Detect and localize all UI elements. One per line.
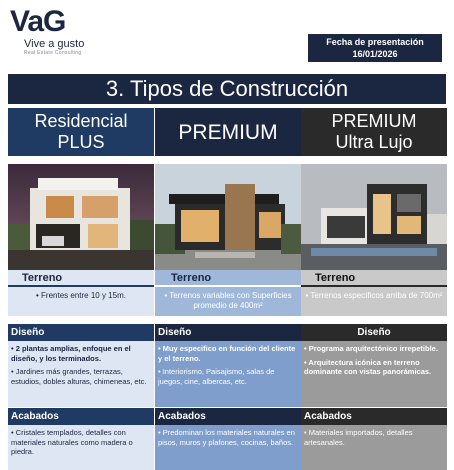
- terreno-text: • Terrenos específicos arriba de 700m²: [305, 291, 443, 300]
- column-title: Residencial PLUS: [8, 108, 154, 156]
- terreno-panel: [8, 164, 154, 316]
- house-photo: [155, 164, 301, 270]
- date-value: 16/01/2026: [352, 49, 398, 59]
- diseno-item: • Arquitectura icónica en terreno dominante con vistas panorámicas.: [304, 357, 432, 376]
- diseno-item: • Interiorismo, Paisajismo, salas de juegos, cine, albercas, etc.: [158, 367, 275, 386]
- acabados-heading: Acabados: [301, 408, 447, 425]
- presentation-date-box: [308, 34, 442, 62]
- diseno-item: • Jardines más grandes, terrazas, estudios, dobles alturas, chimeneas, etc.: [11, 367, 147, 386]
- diseno-heading: Diseño: [8, 324, 154, 341]
- acabados-body: • Predominan los materiales naturales en pisos, muros y plafones, cocinas, baños.: [155, 425, 301, 470]
- house-photo: [8, 164, 154, 270]
- vag-logo: [10, 6, 130, 56]
- diseno-item: • 2 plantas amplias, enfoque en el diseño, y los terminados.: [11, 344, 131, 363]
- column-premium-ultra-lujo: [301, 108, 447, 447]
- logo-tagline: Vive a gusto: [24, 38, 85, 50]
- diseno-body: [155, 341, 301, 407]
- terreno-text: • Terrenos variables con Superficies promedio de 400m²: [164, 291, 292, 310]
- terreno-label: Terreno: [315, 272, 356, 284]
- house-photo: [301, 164, 447, 270]
- terreno-label: Terreno: [171, 272, 212, 284]
- divider: [155, 285, 301, 287]
- divider: [301, 285, 447, 287]
- column-title: PREMIUM Ultra Lujo: [301, 108, 447, 156]
- divider: [8, 285, 154, 287]
- diseno-body: [301, 341, 447, 407]
- diseno-item: • Programa arquitectónico irrepetible.: [304, 344, 438, 353]
- page-title: 3. Tipos de Construcción: [8, 74, 446, 104]
- logo-wordmark: VaG: [10, 5, 66, 38]
- diseno-item: • Muy especifico en función del cliente y el terreno.: [158, 344, 296, 363]
- diseno-heading: Diseño: [155, 324, 301, 341]
- terreno-panel: [301, 164, 447, 316]
- column-residencial-plus: [8, 108, 154, 456]
- terreno-label: Terreno: [22, 272, 63, 284]
- column-title: PREMIUM: [155, 108, 301, 156]
- diseno-heading: Diseño: [301, 324, 447, 341]
- terreno-text: • Frentes entre 10 y 15m.: [36, 291, 126, 300]
- diseno-body: [8, 341, 154, 407]
- acabados-heading: Acabados: [155, 408, 301, 425]
- acabados-body: • Cristales templados, detalles con materiales naturales como madera o piedra.: [8, 425, 154, 470]
- acabados-body: • Materiales importados, detalles artesanales.: [301, 425, 447, 470]
- terreno-panel: [155, 164, 301, 316]
- logo-subtitle: Real Estate Consulting: [24, 50, 82, 56]
- column-premium: [155, 108, 301, 447]
- acabados-heading: Acabados: [8, 408, 154, 425]
- date-label: Fecha de presentación: [326, 37, 424, 47]
